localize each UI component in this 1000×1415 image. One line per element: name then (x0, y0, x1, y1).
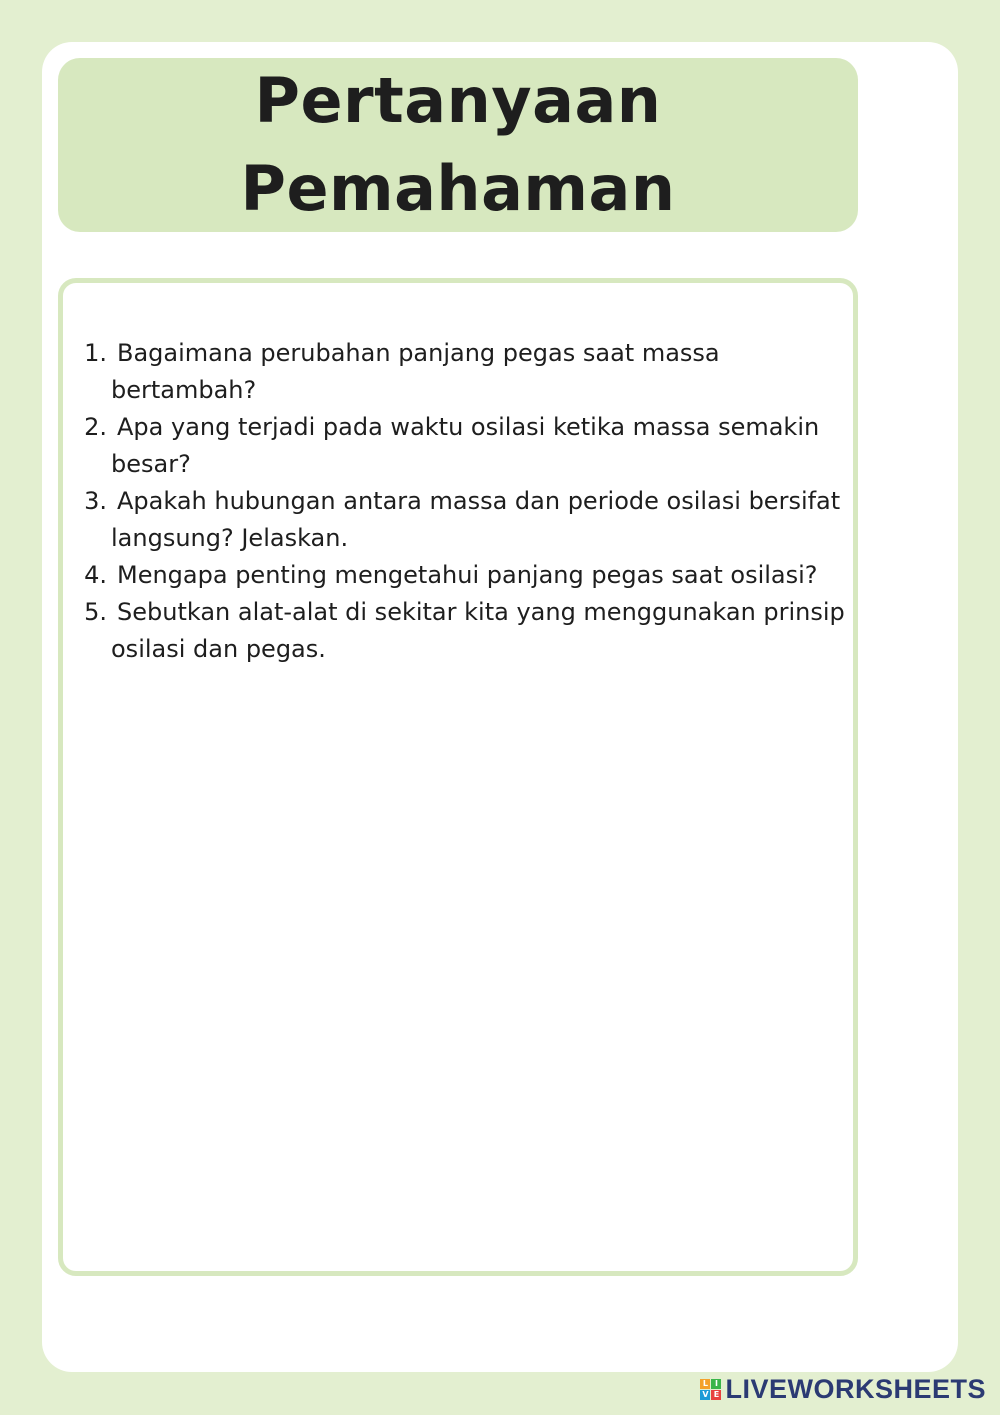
logo-letter-l: L (700, 1379, 710, 1389)
question-text: Apakah hubungan antara massa dan periode osilasi bersifat langsung? Jelaskan. (111, 487, 841, 552)
question-item-3 (77, 483, 847, 557)
question-text: Mengapa penting mengetahui panjang pegas saat osilasi? (117, 561, 818, 589)
logo-letter-e: E (711, 1390, 721, 1400)
liveworksheets-watermark (700, 1374, 986, 1405)
question-number: 1. (84, 339, 107, 367)
questions-box (58, 278, 858, 1276)
page-title-line-2: Pemahaman (240, 152, 676, 225)
question-number: 3. (84, 487, 107, 515)
title-banner (58, 58, 858, 232)
watermark-text: LIVEWORKSHEETS (725, 1374, 986, 1404)
question-text: Apa yang terjadi pada waktu osilasi ketika massa semakin besar? (111, 413, 820, 478)
liveworksheets-logo-icon (700, 1379, 721, 1400)
logo-letter-v: V (702, 1390, 709, 1399)
question-number: 4. (84, 561, 107, 589)
question-list (77, 335, 847, 668)
question-item-2 (77, 409, 847, 483)
question-item-1 (77, 335, 847, 409)
question-item-4 (77, 557, 847, 594)
question-number: 5. (84, 598, 107, 626)
page-title-line-1: Pertanyaan (254, 64, 662, 137)
question-text: Bagaimana perubahan panjang pegas saat massa bertambah? (111, 339, 720, 404)
question-text: Sebutkan alat-alat di sekitar kita yang menggunakan prinsip osilasi dan pegas. (111, 598, 845, 663)
question-item-5 (77, 594, 847, 668)
logo-letter-i: I (711, 1379, 721, 1389)
question-number: 2. (84, 413, 107, 441)
